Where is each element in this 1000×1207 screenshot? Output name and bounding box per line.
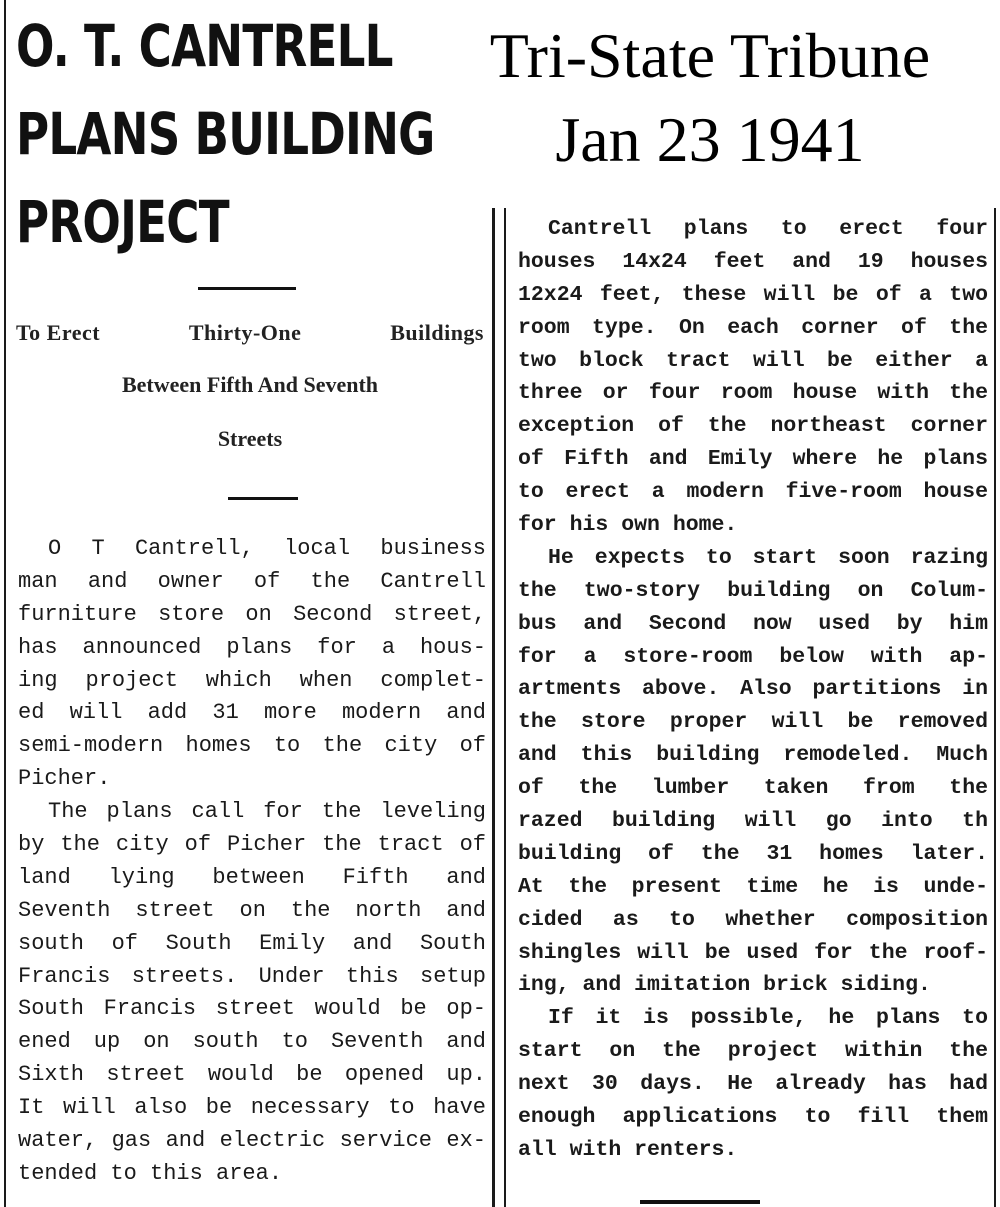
headline-line: O. T. CANTRELL (16, 12, 393, 80)
text-line: 12x24 feet, these will be of a two (518, 282, 988, 307)
text-line: ing, and imitation brick siding. (518, 973, 931, 998)
text-line: two block tract will be either a (518, 348, 988, 373)
text-line: three or four room house with the (518, 381, 988, 406)
text-line: for a store-room below with ap- (518, 644, 988, 669)
text-line: tended to this area. (18, 1160, 283, 1186)
text-line: Cantrell plans to erect four (548, 217, 988, 241)
end-mark (640, 1200, 760, 1204)
text-line: start on the project within the (518, 1039, 988, 1064)
text-line: Seventh street on the north and (18, 897, 486, 923)
text-line: razed building will go into th (518, 809, 988, 834)
subhead-word: Thirty-One (188, 320, 302, 345)
separator-dash (198, 287, 296, 290)
column-rule-right (994, 208, 996, 1207)
text-line: land lying between Fifth and (18, 864, 486, 890)
text-line: to erect a modern five-room house (518, 480, 988, 505)
text-line: next 30 days. He already has had (518, 1072, 988, 1097)
text-line: Sixth street would be opened up. (18, 1062, 486, 1088)
text-line: It will also be necessary to have (18, 1095, 486, 1121)
text-line: exception of the northeast corner (518, 414, 988, 439)
text-line: by the city of Picher the tract of (18, 832, 486, 858)
text-line: Francis streets. Under this setup (18, 963, 486, 989)
text-line: O T Cantrell, local business (48, 536, 486, 561)
text-line: ed will add 31 more modern and (18, 700, 486, 726)
paper-name: Tri-State Tribune (489, 20, 931, 91)
text-line: of Fifth and Emily where he plans (518, 447, 988, 472)
publication-date: Jan 23 1941 (555, 104, 865, 175)
text-line: shingles will be used for the roof- (518, 940, 988, 965)
text-line: for his own home. (518, 513, 738, 538)
column-rule-middle-inner (504, 208, 506, 1207)
subhead-word: Buildings (390, 320, 484, 345)
subhead-word: To Erect (16, 320, 101, 345)
subhead-line-1 (10, 320, 490, 346)
article-column-right (518, 213, 988, 1167)
text-line: ing project which when complet- (18, 667, 486, 693)
headline-line: PROJECT (16, 188, 229, 256)
text-line: At the present time he is unde- (518, 874, 988, 899)
text-line: room type. On each corner of the (518, 315, 988, 340)
text-line: has announced plans for a hous- (18, 634, 486, 660)
text-line: man and owner of the Cantrell (18, 568, 486, 594)
text-line: semi-modern homes to the city of (18, 733, 486, 759)
text-line: bus and Second now used by him (518, 611, 988, 636)
source-stamp (420, 14, 1000, 182)
headline (16, 2, 435, 266)
text-line: the store proper will be removed (518, 710, 988, 735)
text-line: and this building remodeled. Much (518, 743, 988, 768)
subhead-line-3: Streets (217, 426, 283, 451)
separator-dash (228, 497, 298, 500)
subhead-line-2: Between Fifth And Seventh (121, 372, 379, 397)
text-line: South Francis street would be op- (18, 996, 486, 1022)
text-line: Picher. (18, 766, 111, 792)
text-line: He expects to start soon razing (548, 545, 988, 570)
text-line: south of South Emily and South (18, 930, 486, 956)
text-line: ened up on south to Seventh and (18, 1029, 486, 1055)
text-line: water, gas and electric service ex- (18, 1128, 486, 1154)
text-line: the two-story building on Colum- (518, 578, 988, 603)
text-line: artments above. Also partitions in (518, 677, 988, 702)
headline-line: PLANS BUILDING (16, 100, 435, 168)
column-rule-left (4, 0, 6, 1207)
text-line: building of the 31 homes later. (518, 841, 988, 866)
text-line: If it is possible, he plans to (548, 1006, 988, 1031)
text-line: all with renters. (518, 1137, 738, 1162)
text-line: The plans call for the leveling (48, 799, 486, 825)
text-line: furniture store on Second street, (18, 601, 486, 627)
text-line: of the lumber taken from the (518, 776, 988, 801)
article-column-left (18, 533, 486, 1191)
column-rule-middle (492, 208, 495, 1207)
text-line: houses 14x24 feet and 19 houses (518, 249, 988, 274)
text-line: cided as to whether composition (518, 907, 988, 932)
text-line: enough applications to fill them (518, 1105, 988, 1130)
